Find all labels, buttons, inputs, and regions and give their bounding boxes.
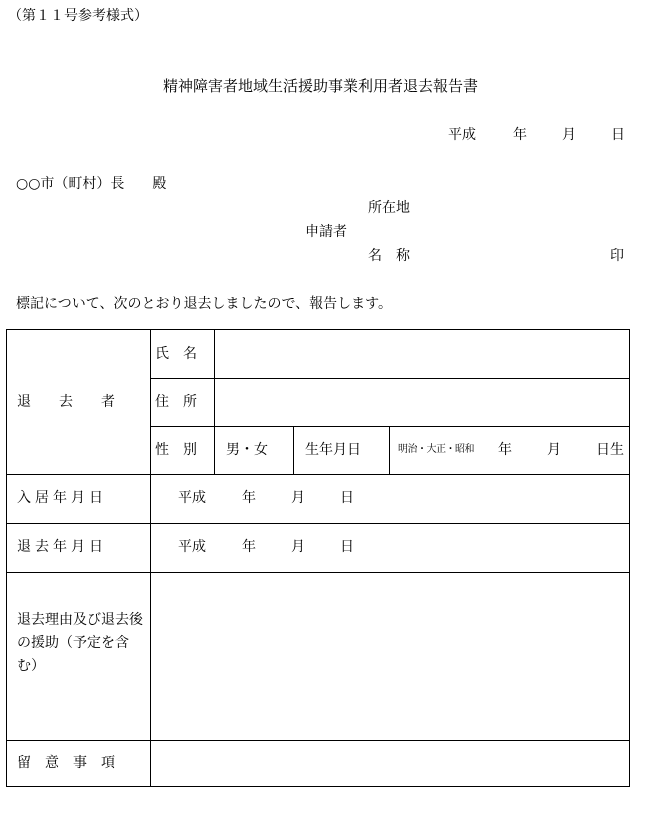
row-divider-leaver [7,474,629,475]
leaver-label: 退 去 者 [17,394,115,410]
row-divider-reason [7,740,629,741]
move-out-label: 退去年月日 [17,539,107,555]
gender-label: 性 別 [155,442,197,458]
date-era: 平成 [448,127,476,143]
move-in-label: 入居年月日 [17,490,107,506]
move-out-day: 日 [340,539,354,555]
date-day: 日 [611,127,625,143]
seal-mark: 印 [610,248,624,264]
intro-text: 標記について、次のとおり退去しましたので、報告します。 [16,296,393,312]
era-options: 明治・大正・昭和 [398,444,474,455]
column-divider-birth [389,426,390,474]
row-divider-name [150,378,629,379]
applicant-name-label: 名 称 [368,248,410,264]
birth-month: 月 [547,442,561,458]
report-table [6,329,630,787]
reason-label: 退去理由及び退去後の援助（予定を含む） [17,612,143,674]
name-label: 氏 名 [155,346,197,362]
move-in-year: 年 [242,490,256,506]
column-divider-main [150,330,151,786]
row-divider-move-out [7,572,629,573]
gender-value: 男・女 [226,442,268,458]
row-divider-move-in [7,523,629,524]
column-divider-sublabel [214,330,215,474]
form-number: （第１１号参考様式） [8,8,148,24]
move-in-day: 日 [340,490,354,506]
date-year: 年 [513,127,527,143]
move-out-era: 平成 [178,539,206,555]
date-month: 月 [562,127,576,143]
document-title: 精神障害者地域生活援助事業利用者退去報告書 [163,77,479,95]
address-label: 住 所 [155,394,197,410]
move-out-year: 年 [242,539,256,555]
move-out-month: 月 [291,539,305,555]
notes-label: 留 意 事 項 [17,755,115,771]
birth-year: 年 [498,442,512,458]
applicant-address-label: 所在地 [368,200,410,216]
column-divider-gender [293,426,294,474]
applicant-label: 申請者 [305,224,347,240]
birth-label: 生年月日 [305,442,361,458]
move-in-month: 月 [291,490,305,506]
move-in-era: 平成 [178,490,206,506]
birth-day-suffix: 日生 [596,442,624,458]
addressee: ○○市（町村）長 殿 [16,176,167,192]
